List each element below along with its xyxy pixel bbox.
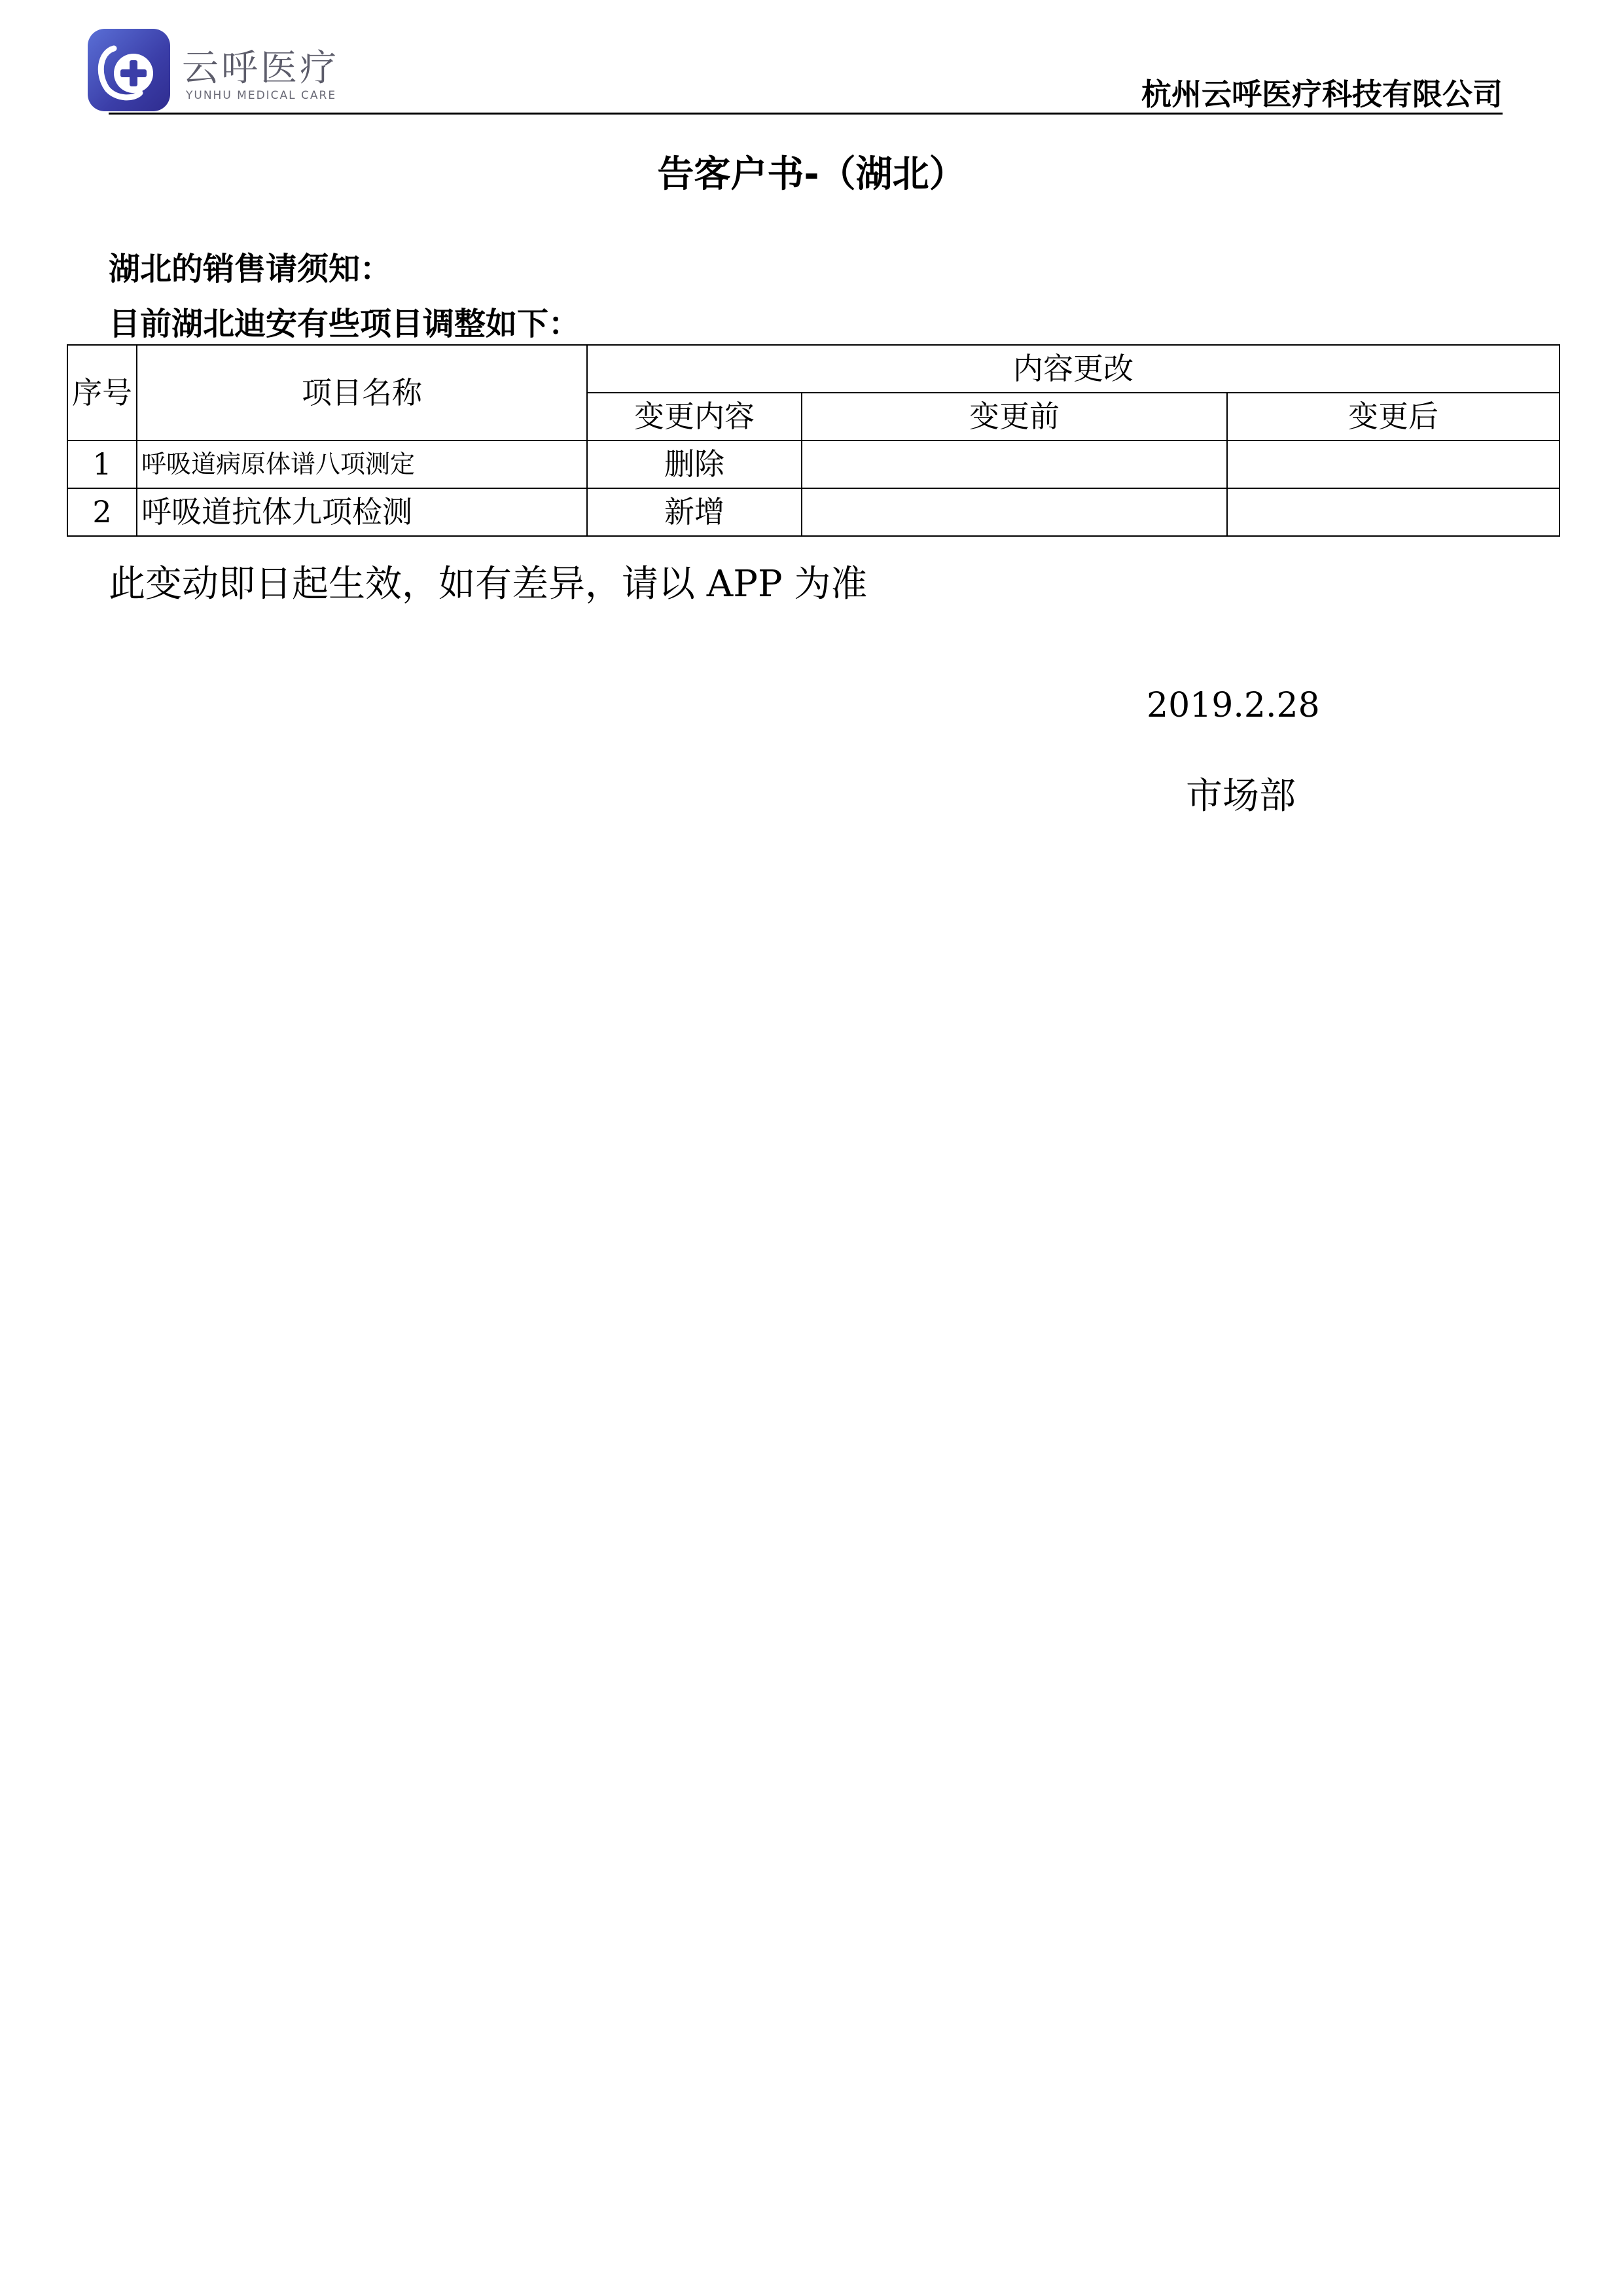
row-after (1227, 488, 1560, 536)
adjustment-table (67, 344, 1560, 537)
notice-line-1: 湖北的销售请须知： (109, 251, 392, 287)
table-row (67, 488, 1560, 536)
company-name: 杭州云呼医疗科技有限公司 (1141, 77, 1503, 112)
row-seq: 1 (67, 440, 137, 488)
header-change: 变更内容 (587, 393, 802, 440)
page-title: 告客户书-（湖北） (657, 153, 966, 196)
row-seq: 2 (67, 488, 137, 536)
medical-cross-icon (88, 29, 170, 111)
header-seq: 序号 (67, 345, 137, 440)
table-row (67, 440, 1560, 488)
company-logo (88, 29, 369, 114)
row-change: 删除 (587, 440, 802, 488)
row-change: 新增 (587, 488, 802, 536)
header-group: 内容更改 (587, 345, 1560, 393)
logo-text-en: YUNHU MEDICAL CARE (186, 89, 337, 102)
logo-text-cn: 云呼医疗 (182, 47, 339, 90)
header-after: 变更后 (1227, 393, 1560, 440)
effective-note: 此变动即日起生效，如有差异，请以 APP 为准 (109, 563, 868, 605)
header-name: 项目名称 (137, 345, 587, 440)
row-before (802, 440, 1227, 488)
issue-date: 2019.2.28 (1147, 686, 1320, 725)
row-name: 呼吸道抗体九项检测 (137, 488, 587, 536)
header-divider (109, 113, 1503, 115)
notice-line-2: 目前湖北迪安有些项目调整如下： (109, 306, 580, 342)
header-before: 变更前 (802, 393, 1227, 440)
row-name: 呼吸道病原体谱八项测定 (137, 440, 587, 488)
table-header-row (67, 345, 1560, 393)
row-after (1227, 440, 1560, 488)
row-before (802, 488, 1227, 536)
department-signature: 市场部 (1186, 775, 1296, 817)
